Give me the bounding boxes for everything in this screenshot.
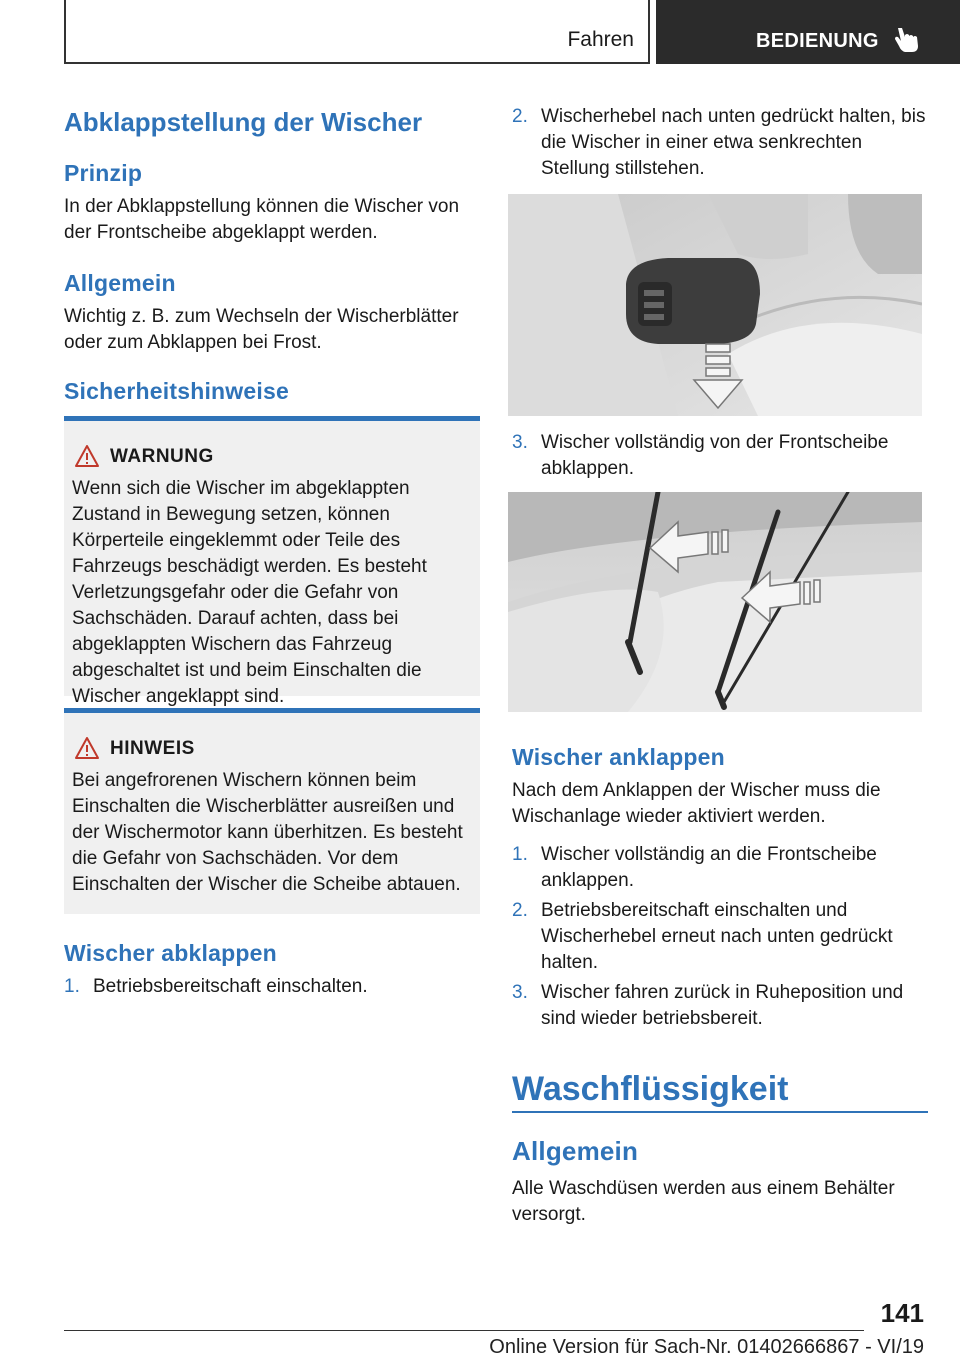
pointing-hand-icon [892, 24, 922, 54]
step-number: 1. [64, 976, 80, 997]
header-section-box [64, 0, 650, 64]
footer-online-version: Online Version für Sach-Nr. 01402666867 - VI/19 [489, 1336, 924, 1358]
wasch-allgemein-text: Alle Waschdüsen werden aus einem Behälter versorgt. [512, 1178, 895, 1225]
header-chapter-tab [656, 0, 960, 64]
warning-bar [64, 416, 480, 421]
list-item-abklappen-3 [512, 430, 928, 484]
warning-title: WARNUNG [110, 446, 214, 467]
section-title-rule [512, 1111, 928, 1113]
section-title-waschfluessigkeit: Waschflüssigkeit [512, 1070, 789, 1108]
note-text: Bei angefrorenen Wischern können beim Einschalten die Wischerblätter ausreißen und der Wischermotor kann überhitzen. Es besteht die Gefahr von Sachschäden. Vor dem Einschalten der Wischer die Scheibe abtauen. [72, 770, 463, 895]
wiper-lever-image [508, 194, 922, 416]
wipers-lifted-image [508, 492, 922, 712]
allgemein-text: Wichtig z. B. zum Wechseln der Wischerblätter oder zum Abklappen bei Frost. [64, 306, 459, 353]
caution-triangle-icon [74, 736, 100, 760]
step-text: Wischer fahren zurück in Ruheposition und sind wieder betriebsbereit. [541, 982, 904, 1029]
heading-wischer-anklappen: Wischer anklappen [512, 744, 725, 770]
heading-wischer-abklappen: Wischer abklappen [64, 940, 277, 966]
heading-allgemein: Allgemein [64, 270, 176, 296]
list-item-abklappen-1 [64, 974, 480, 1004]
warning-box [64, 416, 480, 707]
step-number: 3. [512, 432, 528, 453]
list-item-anklappen-3 [512, 980, 928, 1034]
note-title: HINWEIS [110, 738, 195, 759]
footer-rule [64, 1330, 864, 1331]
heading-wasch-allgemein: Allgemein [512, 1136, 639, 1166]
step-text: Wischer vollständig von der Frontscheibe abklappen. [541, 432, 889, 479]
step-number: 1. [512, 844, 528, 865]
step-number: 2. [512, 900, 528, 921]
page-title: Abklappstellung der Wischer [64, 107, 423, 137]
prinzip-text: In der Abklappstellung können die Wischer von der Frontscheibe abgeklappt werden. [64, 196, 460, 243]
list-item-abklappen-2 [512, 104, 928, 184]
page-number: 141 [880, 1298, 924, 1328]
step-text: Betriebsbereitschaft einschalten. [93, 976, 368, 997]
note-box [64, 708, 480, 914]
step-number: 2. [512, 106, 528, 127]
list-item-anklappen-2 [512, 898, 928, 978]
list-item-anklappen-1 [512, 842, 928, 896]
anklappen-text: Nach dem Anklappen der Wischer muss die Wischanlage wieder aktiviert werden. [512, 780, 881, 827]
heading-sicherheitshinweise: Sicherheitshinweise [64, 378, 289, 404]
step-text: Wischerhebel nach unten gedrückt halten, bis die Wischer in einer etwa senkrechten Stellung stillstehen. [541, 106, 926, 179]
step-number: 3. [512, 982, 528, 1003]
header-chapter-label: BEDIENUNG [756, 30, 879, 52]
warning-triangle-icon [74, 444, 100, 468]
heading-prinzip: Prinzip [64, 160, 143, 186]
step-text: Wischer vollständig an die Frontscheibe anklappen. [541, 844, 877, 891]
header-section-label: Fahren [567, 28, 634, 51]
warning-text: Wenn sich die Wischer im abgeklappten Zustand in Bewegung setzen, können Körperteile eingeklemmt oder Teile des Fahrzeugs beschädigt werden. Es besteht Verletzungsgefahr oder die Gefahr von Sachschäden. Darauf achten, dass bei abgeklappten Wischern das Fahrzeug abgeschaltet ist und beim Einschalten die Wischer angeklappt sind. [72, 478, 427, 707]
step-text: Betriebsbereitschaft einschalten und Wischerhebel erneut nach unten gedrückt halten. [541, 900, 893, 973]
note-bar [64, 708, 480, 713]
